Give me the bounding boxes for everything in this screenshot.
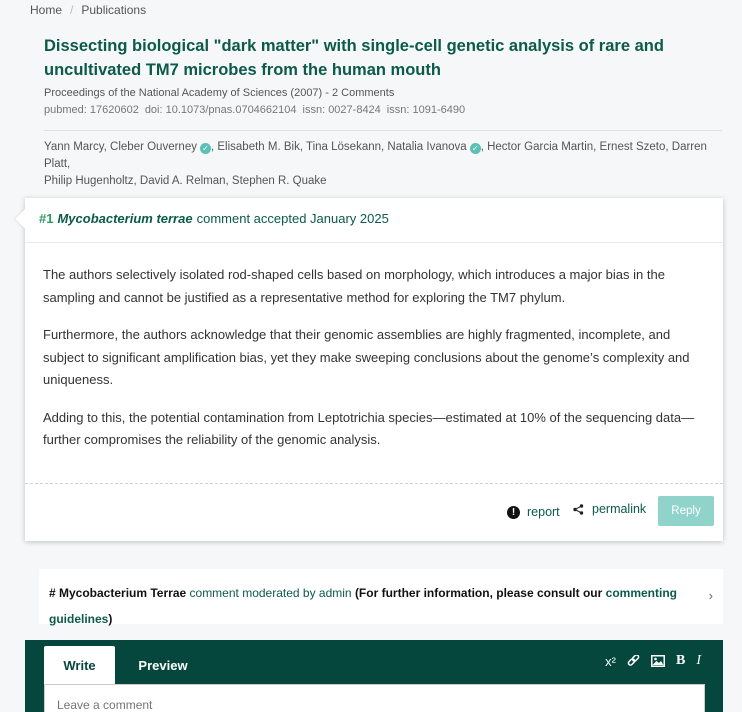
comment-editor bbox=[25, 640, 723, 712]
alert-icon: ! bbox=[507, 506, 520, 519]
verified-check-icon: ✓ bbox=[200, 143, 211, 154]
link-icon[interactable] bbox=[627, 655, 640, 668]
breadcrumb-separator: / bbox=[70, 3, 74, 17]
issn-print: issn: 0027-8424 bbox=[302, 104, 381, 116]
share-icon bbox=[573, 504, 584, 515]
breadcrumb-publications-link[interactable]: Publications bbox=[81, 3, 147, 17]
moderated-title: # Mycobacterium Terrae bbox=[49, 586, 187, 600]
image-icon[interactable] bbox=[651, 655, 665, 667]
divider bbox=[44, 130, 722, 131]
breadcrumb-home-link[interactable]: Home bbox=[30, 3, 63, 17]
moderated-note: (For further information, please consult our bbox=[354, 586, 603, 600]
journal-line: Proceedings of the National Academy of Sciences (2007) - 2 Comments bbox=[44, 87, 395, 99]
permalink-link[interactable] bbox=[573, 502, 646, 516]
reply-button[interactable]: Reply bbox=[658, 496, 714, 526]
bold-icon[interactable]: B bbox=[675, 653, 686, 668]
comment-paragraph: The authors selectively isolated rod-shaped cells based on morphology, which introduces a major bias in the sampling and cannot be justified as a representative method for exploring the TM7 phylum. bbox=[43, 267, 665, 305]
doi-id: doi: 10.1073/pnas.0704662104 bbox=[144, 104, 297, 116]
comment-header bbox=[25, 198, 723, 243]
comment-body bbox=[25, 243, 723, 452]
format-toolbar bbox=[605, 653, 701, 669]
superscript-icon[interactable]: x² bbox=[605, 653, 616, 669]
comment-author: Mycobacterium terrae bbox=[57, 211, 193, 226]
comment-footer bbox=[25, 483, 723, 541]
chevron-right-icon[interactable]: › bbox=[708, 588, 713, 603]
verified-check-icon: ✓ bbox=[470, 143, 481, 154]
comment-card bbox=[25, 198, 723, 541]
moderated-comment[interactable]: # Mycobacterium Terrae comment moderated by admin (For further information, please consult our commenting guidelines) › bbox=[39, 569, 723, 624]
commenting-guidelines-link[interactable]: commenting guidelines bbox=[49, 586, 677, 626]
paper-header bbox=[44, 34, 724, 190]
issn-online: issn: 1091-6490 bbox=[386, 104, 466, 116]
moderated-status: comment moderated by admin bbox=[189, 586, 352, 600]
tab-preview[interactable]: Preview bbox=[138, 657, 188, 673]
breadcrumb bbox=[30, 3, 146, 17]
comment-number: #1 bbox=[39, 211, 54, 226]
comment-paragraph: Adding to this, the potential contamination from Leptotrichia species—estimated at 10% of the sequencing data—further compromises the reliability of the genomic analysis. bbox=[43, 409, 695, 447]
paper-title: Dissecting biological "dark matter" with single-cell genetic analysis of rare and uncultivated TM7 microbes from the human mouth bbox=[44, 37, 664, 79]
paper-identifiers bbox=[44, 101, 724, 119]
author-list: Yann Marcy, Cleber Ouverney ✓ , Elisabeth M. Bik, Tina Lösekann, Natalia Ivanova ✓ , Hector Garcia Martin, Ernest Szeto, Darren Platt, Philip Hugenholtz, David A. Relman, Stephen R. Quake bbox=[44, 141, 707, 187]
report-link[interactable] bbox=[507, 505, 560, 519]
italic-icon[interactable]: I bbox=[696, 653, 701, 668]
permalink-label: permalink bbox=[592, 502, 647, 516]
comment-status: comment accepted January 2025 bbox=[196, 211, 389, 226]
report-label: report bbox=[527, 505, 560, 519]
tab-write[interactable]: Write bbox=[44, 646, 115, 684]
comment-textarea[interactable] bbox=[44, 684, 705, 712]
pubmed-id: pubmed: 17620602 bbox=[44, 104, 139, 116]
journal-name: Proceedings of the National Academy of Sciences (2007) bbox=[44, 87, 323, 99]
comments-count-link[interactable]: 2 Comments bbox=[332, 87, 395, 99]
comment-paragraph: Furthermore, the authors acknowledge that their genomic assemblies are highly fragmented, incomplete, and subject to significant amplification bias, yet they make sweeping conclusions about the genome’s complexity and uniqueness. bbox=[43, 327, 690, 387]
